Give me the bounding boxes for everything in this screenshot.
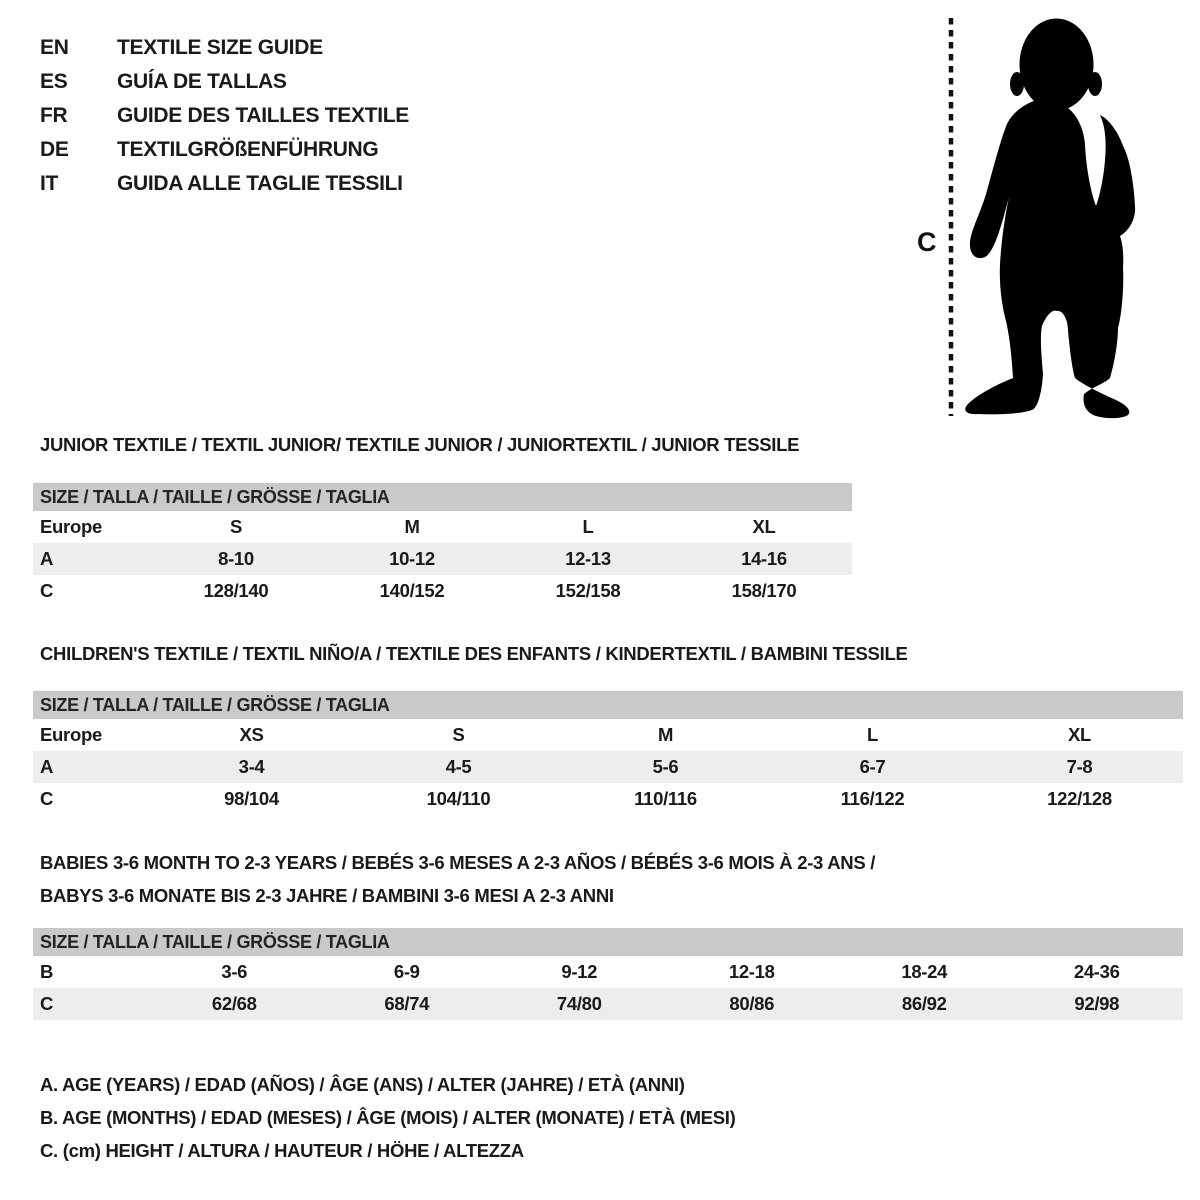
language-row — [40, 133, 409, 167]
table-row — [33, 719, 1183, 751]
size-cell: S — [452, 724, 465, 745]
section-title-babies-line1: BABIES 3-6 MONTH TO 2-3 YEARS / BEBÉS 3-6 MESES A 2-3 AÑOS / BÉBÉS 3-6 MOIS À 2-3 ANS / — [40, 852, 876, 873]
height-cell: 62/68 — [211, 993, 257, 1014]
language-list — [40, 31, 409, 201]
age-cell: 12-13 — [565, 548, 611, 569]
age-cell: 3-6 — [221, 961, 248, 982]
size-cell: XL — [752, 516, 776, 537]
language-code: IT — [40, 172, 59, 195]
guide-title: TEXTILGRÖßENFÜHRUNG — [117, 138, 379, 161]
table-row — [33, 511, 852, 543]
row-label: C — [40, 580, 54, 601]
row-label: C — [40, 993, 54, 1014]
height-cell: 122/128 — [1047, 788, 1112, 809]
section-title-babies-line2: BABYS 3-6 MONATE BIS 2-3 JAHRE / BAMBINI 3-6 MESI A 2-3 ANNI — [40, 885, 614, 906]
size-header-label: SIZE / TALLA / TAILLE / GRÖSSE / TAGLIA — [40, 931, 390, 952]
age-cell: 12-18 — [728, 961, 775, 982]
size-cell: L — [866, 724, 878, 745]
legend — [40, 1068, 735, 1167]
language-row — [40, 31, 409, 65]
height-cell: 80/86 — [729, 993, 775, 1014]
size-header-row — [33, 483, 852, 511]
height-cell: 158/170 — [731, 580, 797, 601]
language-row — [40, 99, 409, 133]
table-row — [33, 783, 1183, 815]
size-header-label: SIZE / TALLA / TAILLE / GRÖSSE / TAGLIA — [40, 486, 390, 507]
age-cell: 18-24 — [901, 961, 948, 982]
size-cell: L — [582, 516, 594, 537]
language-code: FR — [40, 104, 68, 127]
toddler-silhouette-icon — [965, 19, 1135, 419]
height-cell: 74/80 — [556, 993, 602, 1014]
height-cell: 86/92 — [901, 993, 947, 1014]
age-cell: 7-8 — [1066, 756, 1093, 777]
guide-title: GUÍA DE TALLAS — [117, 70, 287, 93]
size-cell: M — [404, 516, 420, 537]
section-title-children: CHILDREN'S TEXTILE / TEXTIL NIÑO/A / TEXTILE DES ENFANTS / KINDERTEXTIL / BAMBINI TESSILE — [40, 643, 908, 664]
guide-title: TEXTILE SIZE GUIDE — [117, 36, 323, 59]
height-cell: 68/74 — [384, 993, 430, 1014]
table-row — [33, 956, 1183, 988]
height-cell: 128/140 — [203, 580, 269, 601]
language-code: EN — [40, 36, 69, 59]
size-header-row — [33, 691, 1183, 719]
height-cell: 98/104 — [224, 788, 279, 809]
age-cell: 8-10 — [218, 548, 254, 569]
junior-size-table — [33, 483, 852, 607]
babies-size-table — [33, 928, 1183, 1020]
age-cell: 10-12 — [389, 548, 435, 569]
row-label: B — [40, 961, 54, 982]
height-cell: 152/158 — [555, 580, 621, 601]
row-label: Europe — [40, 516, 102, 537]
guide-title: GUIDA ALLE TAGLIE TESSILI — [117, 172, 403, 195]
language-code: ES — [40, 70, 68, 93]
age-cell: 5-6 — [652, 756, 679, 777]
row-label: Europe — [40, 724, 102, 745]
legend-line-c: C. (cm) HEIGHT / ALTURA / HAUTEUR / HÖHE / ALTEZZA — [40, 1140, 524, 1161]
height-cell: 140/152 — [379, 580, 445, 601]
size-header-row — [33, 928, 1183, 956]
table-row — [33, 751, 1183, 783]
size-header-label: SIZE / TALLA / TAILLE / GRÖSSE / TAGLIA — [40, 694, 390, 715]
language-code: DE — [40, 138, 69, 161]
age-cell: 6-7 — [859, 756, 886, 777]
legend-line-b: B. AGE (MONTHS) / EDAD (MESES) / ÂGE (MOIS) / ALTER (MONATE) / ETÀ (MESI) — [40, 1107, 736, 1128]
row-label: C — [40, 788, 54, 809]
age-cell: 6-9 — [393, 961, 420, 982]
legend-line-a: A. AGE (YEARS) / EDAD (AÑOS) / ÂGE (ANS) / ALTER (JAHRE) / ETÀ (ANNI) — [40, 1074, 685, 1095]
table-row — [33, 543, 852, 575]
section-title-junior: JUNIOR TEXTILE / TEXTIL JUNIOR/ TEXTILE JUNIOR / JUNIORTEXTIL / JUNIOR TESSILE — [40, 434, 800, 455]
size-cell: XS — [239, 724, 264, 745]
table-row — [33, 988, 1183, 1020]
size-cell: XL — [1067, 724, 1092, 745]
language-row — [40, 65, 409, 99]
row-label: A — [40, 756, 54, 777]
table-row — [33, 575, 852, 607]
height-measure-figure — [900, 10, 1200, 422]
age-cell: 14-16 — [741, 548, 787, 569]
age-cell: 4-5 — [445, 756, 472, 777]
height-cell: 116/122 — [840, 788, 905, 809]
size-cell: M — [657, 724, 674, 745]
height-label: C — [917, 227, 937, 257]
age-cell: 9-12 — [561, 961, 598, 982]
size-cell: S — [229, 516, 243, 537]
language-row — [40, 167, 409, 201]
age-cell: 3-4 — [238, 756, 265, 777]
height-cell: 110/116 — [634, 788, 697, 809]
height-cell: 104/110 — [426, 788, 491, 809]
children-size-table — [33, 691, 1183, 815]
height-cell: 92/98 — [1074, 993, 1120, 1014]
row-label: A — [40, 548, 54, 569]
age-cell: 24-36 — [1073, 961, 1120, 982]
guide-title: GUIDE DES TAILLES TEXTILE — [117, 104, 409, 127]
